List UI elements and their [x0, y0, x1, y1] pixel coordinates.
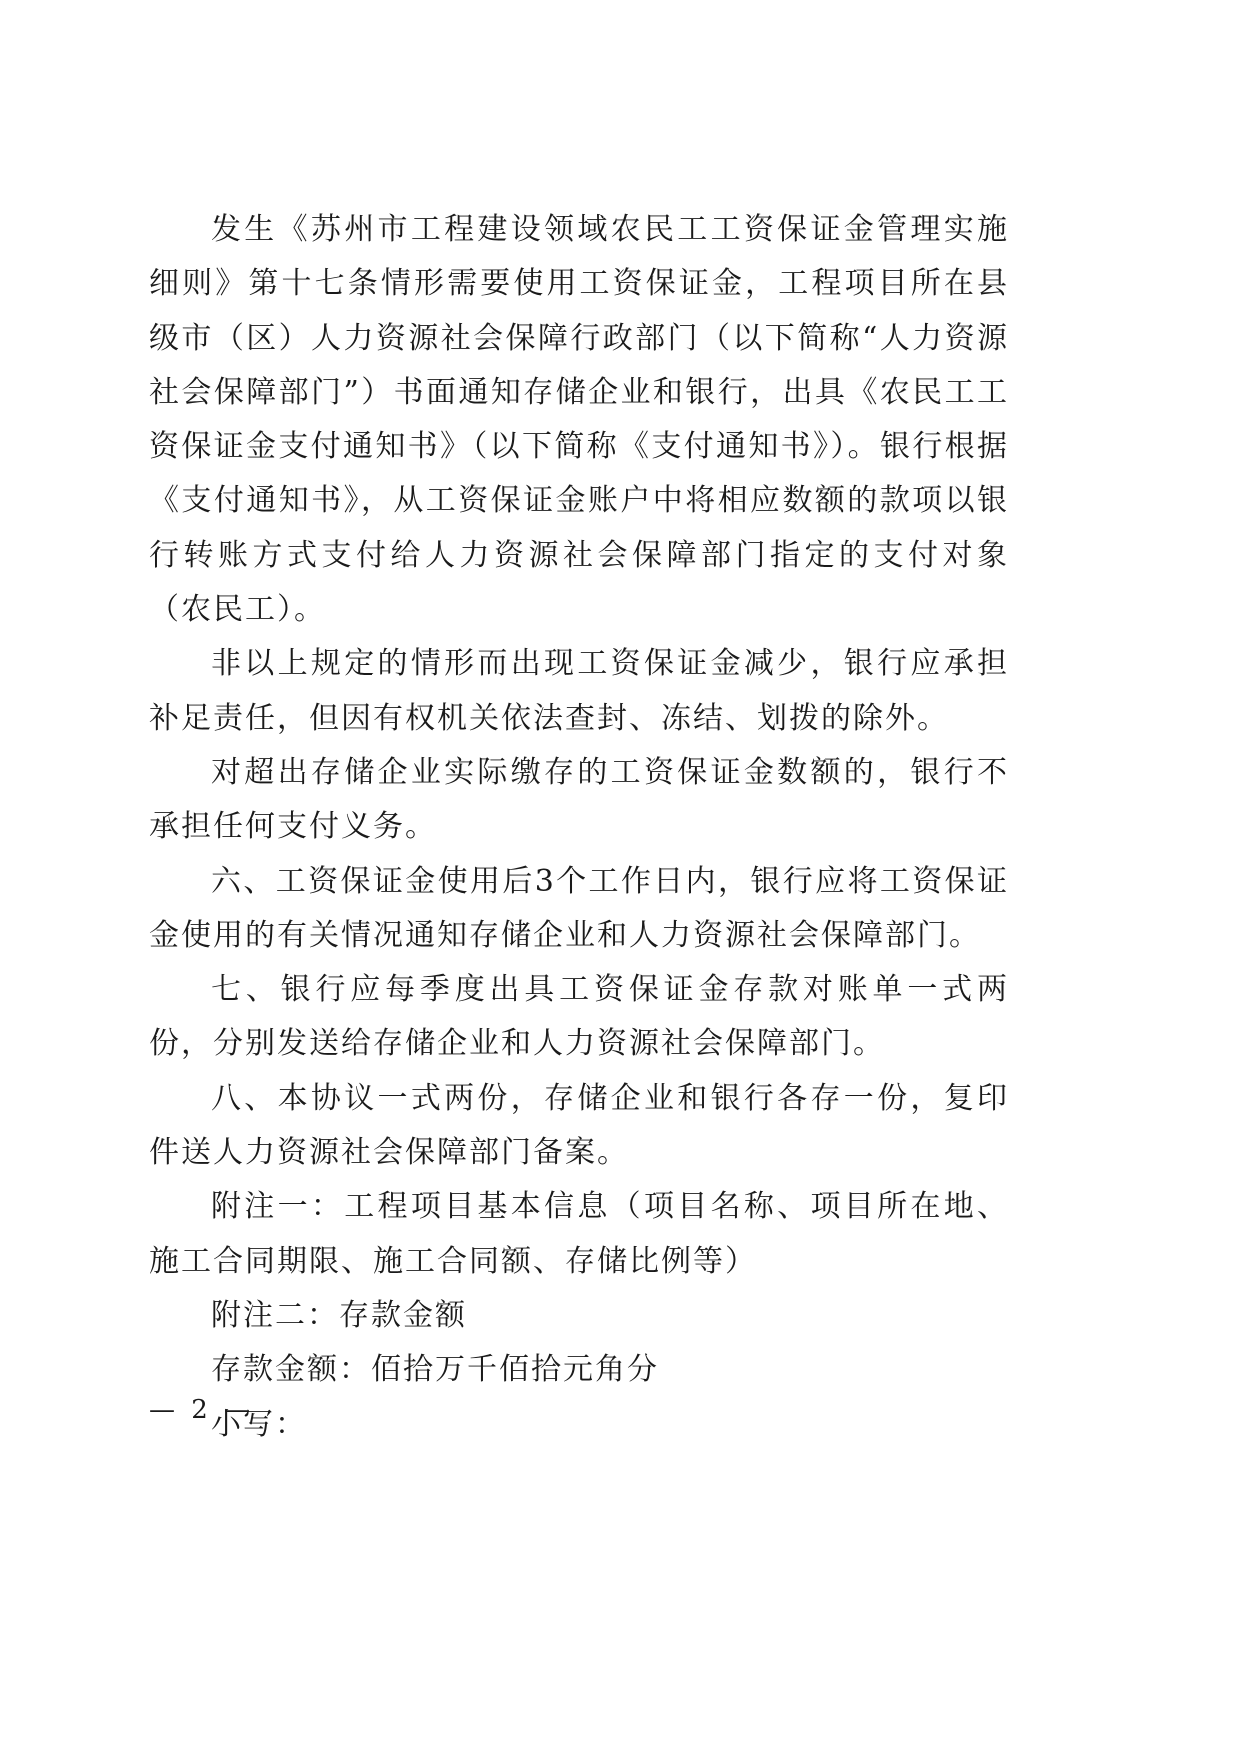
paragraph-excess-payment: 对超出存储企业实际缴存的工资保证金数额的，银行不承担任何支付义务。	[149, 754, 1009, 845]
paragraph-clause-seven: 七、银行应每季度出具工资保证金存款对账单一式两份，分别发送给存储企业和人力资源社会保障部门。	[149, 972, 1009, 1062]
paragraph-note-two: 附注二：存款金额	[211, 1297, 467, 1333]
page-number: — 2 —	[149, 1395, 255, 1425]
body-text	[149, 203, 1009, 1452]
paragraph-payment-procedure: 发生《苏州市工程建设领域农民工工资保证金管理实施细则》第十七条情形需要使用工资保证金，工程项目所在县级市（区）人力资源社会保障行政部门（以下简称“人力资源社会保障部门”）书面通知存储企业和银行，出具《农民工工资保证金支付通知书》（以下简称《支付通知书》）。银行根据《支付通知书》，从工资保证金账户中将相应数额的款项以银行转账方式支付给人力资源社会保障部门指定的支付对象（农民工）。	[149, 212, 1009, 628]
paragraph-clause-eight: 八、本协议一式两份，存储企业和银行各存一份，复印件送人力资源社会保障部门备案。	[149, 1080, 1009, 1171]
paragraph-note-one: 附注一：工程项目基本信息（项目名称、项目所在地、施工合同期限、施工合同额、存储比例等）	[149, 1189, 1009, 1279]
paragraph-deposit-amount: 存款金额：佰拾万千佰拾元角分	[211, 1352, 659, 1388]
paragraph-clause-six: 六、工资保证金使用后3个工作日内，银行应将工资保证金使用的有关情况通知存储企业和人力资源社会保障部门。	[149, 863, 1009, 953]
paragraph-bank-liability: 非以上规定的情形而出现工资保证金减少，银行应承担补足责任，但因有权机关依法查封、冻结、划拨的除外。	[149, 646, 1009, 736]
paragraph-amount-figures: 小写：	[211, 1406, 307, 1442]
